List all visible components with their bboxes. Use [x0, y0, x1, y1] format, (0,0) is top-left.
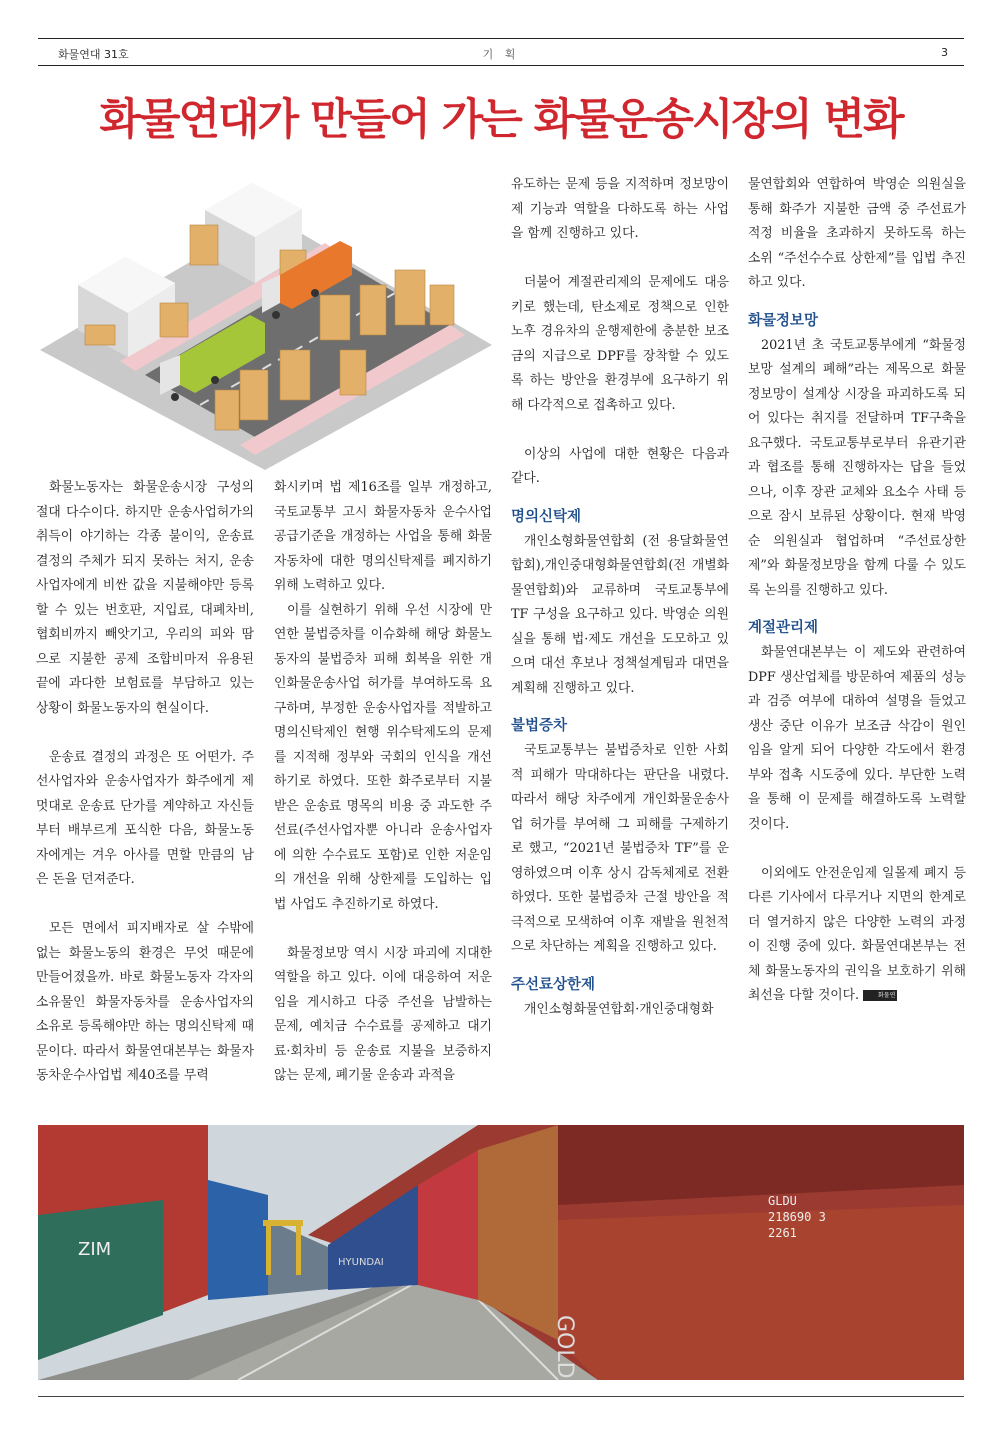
paragraph: 개인소형화물연합회 (전 용달화물연합회),개인중대형화물연합회(전 개별화물연합회)와 교류하며 국토교통부에 TF 구성을 요구하고 있다. 박영순 의원실을 통해 법·제도 개선을 도모하고 있으며 대선 후보나 정책설계팀과 대면을 계획해 진행하고 있다.: [511, 533, 729, 696]
subheading: 계절관리제: [748, 620, 819, 636]
container-code: GLDU: [768, 1194, 797, 1208]
paragraph: 이상의 사업에 대한 현황은 다음과 같다.: [511, 446, 729, 486]
page-title: 화물연대가 만들어 가는 화물운송시장의 변화: [99, 95, 903, 145]
paragraph: 국토교통부는 불법증차로 인한 사회적 피해가 막대하다는 판단을 내렸다. 따라서 해당 차주에게 개인화물운송사업 허가를 부여해 그 피해를 구제하기로 했고, “2021년 불법증차 TF”를 운영하였으며 이후 상시 감독체제로 전환하였다. 또한 불법증차 근절 방안을 적극적으로 모색하여 이후 재발을 원천적으로 차단하는 계획을 진행하고 있다.: [511, 743, 729, 954]
paragraph: 모든 면에서 피지배자로 살 수밖에 없는 화물노동의 환경은 무엇 때문에 만들어졌을까. 바로 화물노동자 각자의 소유물인 화물자동차를 운송사업자의 소유로 등록해야만 하는 명의신탁제 때문이다. 따라서 화물연대본부는 화물자동차운수사업법 제40조를 무력: [36, 921, 254, 1083]
article-column-2: [274, 476, 492, 1089]
container-code-3: 2261: [768, 1226, 797, 1240]
page-number: 3: [941, 46, 948, 59]
subheading: 주선료상한제: [511, 976, 596, 993]
article-column-3: [511, 173, 729, 1022]
page-header: [38, 38, 964, 66]
article-column-4: [748, 173, 966, 1009]
container-brand-2: HYUNDAI: [338, 1257, 384, 1268]
closing-text: 이외에도 안전운임제 일몰제 폐지 등 다른 기사에서 다루거나 지면의 한계로 더 열거하지 않은 다양한 노력의 과정이 진행 중에 있다. 화물연대본부는 전체 화물노동자의 권익을 보호하기 위해 최선을 다할 것이다.: [748, 865, 966, 1003]
paragraph: 개인소형화물연합회·개인중대형화: [524, 1001, 714, 1017]
container-yard-photo: [38, 1125, 964, 1380]
container-code-2: 218690 3: [768, 1210, 826, 1224]
paragraph: 운송료 결정의 과정은 또 어떤가. 주선사업자와 운송사업자가 화주에게 제멋대로 운송료 단가를 계약하고 자신들부터 배부르게 포식한 다음, 화물노동자에게는 겨우 아사를 면할 만큼의 남은 돈을 던져준다.: [36, 749, 254, 887]
paragraph: 이를 실현하기 위해 우선 시장에 만연한 불법증차를 이슈화해 해당 화물노동자의 불법증차 피해 회복을 위한 개인화물운송사업 허가를 부여하도록 요구하며, 부정한 운송사업자를 적발하고 명의신탁제인 현행 위수탁제도의 문제를 지적해 정부와 국회의 인식을 개선하기로 하였다. 또한 화주로부터 지불받은 운송료 명목의 비용 중 과도한 주선료(주선사업자뿐 아니라 운송사업자에 의한 수수료도 포함)로 인한 저운임의 개선을 위해 상한제를 도입하는 입법 사업도 추진하기로 하였다.: [274, 602, 492, 912]
paragraph: 화물연대본부는 이 제도와 관련하여 DPF 생산업체를 방문하여 제품의 성능과 검증 여부에 대하여 설명을 들었고 생산 중단 이유가 보조금 삭감이 원인임을 알게 되어 다양한 각도에서 환경부와 접촉 시도중에 있다. 부단한 노력을 통해 이 문제를 해결하도록 노력할 것이다.: [748, 645, 966, 832]
footer-rule: [38, 1396, 964, 1397]
subheading: 불법증차: [511, 718, 568, 734]
article-column-1: [36, 476, 254, 1089]
paragraph: 화물정보망 역시 시장 파괴에 지대한 역할을 하고 있다. 이에 대응하여 저운임을 게시하고 다중 주선을 남발하는 문제, 예치금 수수료를 공제하고 대기료·회차비 등 운송료 지불을 보증하지 않는 문제, 폐기물 운송과 과적을: [274, 945, 492, 1083]
subheading: 화물정보망: [748, 312, 819, 329]
paragraph: 더불어 계절관리제의 문제에도 대응키로 했는데, 탄소제로 정책으로 인한 노후 경유차의 운행제한에 충분한 보조금의 지급으로 DPF를 장착할 수 있도록 하는 방안을 환경부에 요구하기 위해 다각적으로 접촉하고 있다.: [511, 275, 729, 413]
paragraph: 유도하는 문제 등을 지적하며 정보망이 제 기능과 역할을 다하도록 하는 사업을 함께 진행하고 있다.: [511, 177, 729, 241]
paragraph: 화시키며 법 제16조를 일부 개정하고, 국토교통부 고시 화물자동차 운수사업 공급기준을 개정하는 사업을 통해 화물자동차에 대한 명의신탁제를 폐지하기 위해 노력하고 있다.: [274, 480, 492, 593]
section-label: 기 획: [482, 48, 520, 61]
container-brand: GOLD: [552, 1315, 577, 1379]
issue-label: 화물연대 31호: [58, 48, 129, 61]
paragraph: 2021년 초 국토교통부에게 “화물정보망 설계의 폐해”라는 제목으로 화물정보망이 설계상 시장을 파괴하도록 되어 있다는 취지를 전달하며 TF구축을 요구했다. 국토교통부로부터 유관기관과 협조를 통해 진행하자는 답을 들었으나, 이후 장관 교체와 요소수 사태 등으로 잠시 보류된 상황이다. 현재 박영순 의원실과 협업하며 “주선료상한제”와 화물정보망을 함께 다룰 수 있도록 논의를 진행하고 있다.: [748, 337, 966, 598]
container-label-left: ZIM: [78, 1239, 112, 1260]
paragraph: 물연합회와 연합하여 박영순 의원실을 통해 화주가 지불한 금액 중 주선료가 적정 비율을 초과하지 못하도록 하는 소위 “주선수수료 상한제”를 입법 추진하고 있다.: [748, 177, 966, 290]
end-mark-logo: 화물연대: [863, 990, 897, 1001]
paragraph: 화물노동자는 화물운송시장 구성의 절대 다수이다. 하지만 운송사업허가의 취득이 야기하는 각종 불이익, 운송료 결정의 주체가 되지 못하는 처지, 운송사업자에게 비싼 값을 지불해야만 등록할 수 있는 번호판, 지입료, 대폐차비, 협회비까지 빼앗기고, 우리의 피와 땀으로 지불한 공제 조합비마저 유용된 끝에 과다한 보험료를 부담하고 있는 상황이 화물노동자의 현실이다.: [36, 480, 254, 716]
logistics-illustration: [40, 175, 492, 470]
paragraph: [748, 862, 966, 1009]
subheading: 명의신탁제: [511, 508, 582, 525]
